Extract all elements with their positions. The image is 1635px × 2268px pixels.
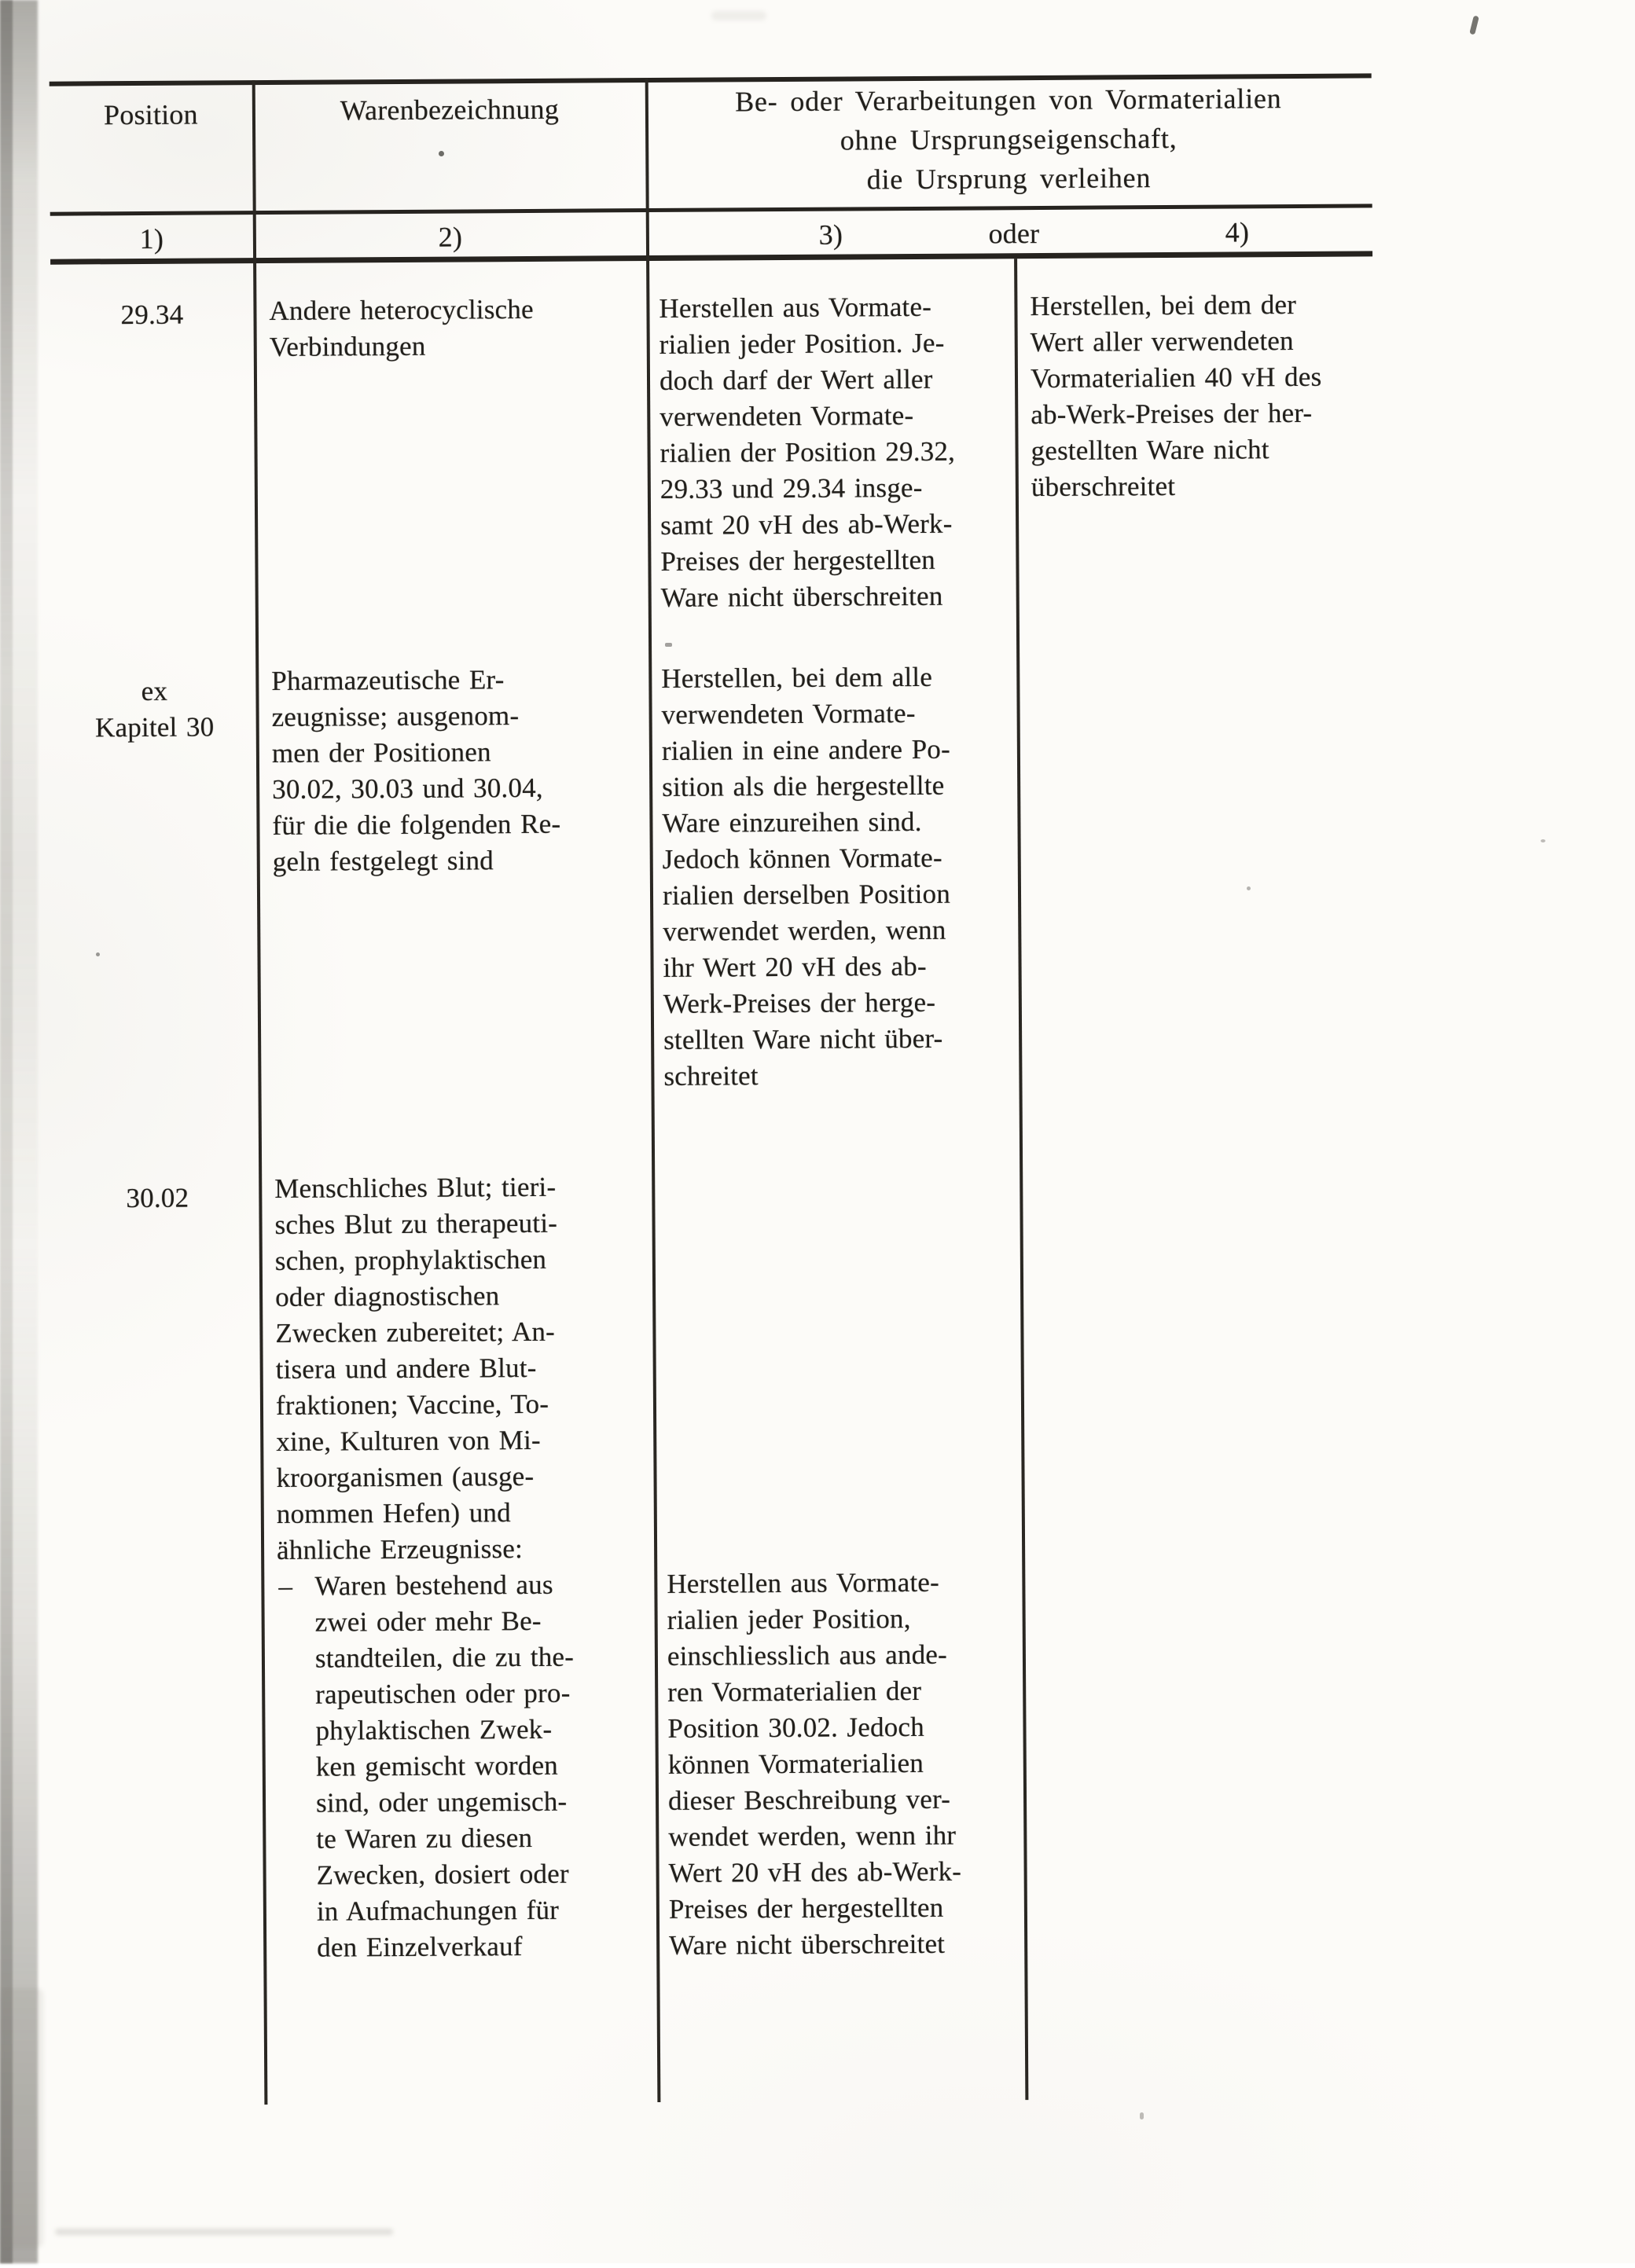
row-description: Pharmazeutische Er- zeugnisse; ausgenom- men der Positionen 30.02, 30.03 und 30.04, für die die folgenden Re- geln festgelegt sind xyxy=(271,664,561,877)
row-rule-col3: Herstellen aus Vormate- rialien jeder Position, einschliesslich aus ande- ren Vormaterialien der Position 30.02. Jedoch können Vormaterialien dieser Beschreibung ver- wendet werden, wenn ihr Wert 20 vH des ab-Werk- Preises der hergestellten Ware nicht überschreitet xyxy=(667,1566,962,1961)
table-header-rule xyxy=(50,204,1372,215)
column-header-processing: Be- oder Verarbeitungen von Vormaterialien ohne Ursprungseigenschaft, die Ursprung verleihen xyxy=(735,83,1282,196)
row-rule-col4: Herstellen, bei dem der Wert aller verwendeten Vormaterialien 40 vH des ab-Werk-Preises der her- gestellten Ware nicht überschreitet xyxy=(1030,289,1322,503)
column-number-4: 4) xyxy=(1225,216,1250,248)
row-rule-col3: Herstellen, bei dem alle verwendeten Vormate- rialien in eine andere Po- sition als die hergestellte Ware einzureihen sind. Jedoch können Vormate- rialien derselben Position verwendet werden, wenn ihr Wert 20 vH des ab- Werk-Preises der herge- stellten Ware nicht über- schreitet xyxy=(661,661,951,1092)
column-number-1: 1) xyxy=(139,222,164,255)
column-number-2: 2) xyxy=(438,221,463,253)
list-dash-marker: – xyxy=(278,1570,293,1602)
column-divider-1-2 xyxy=(252,80,268,2105)
column-number-3: 3) xyxy=(818,218,843,251)
row-position-number: 30.02 xyxy=(126,1182,189,1214)
column-number-oder: oder xyxy=(988,218,1040,250)
row-position-number: ex Kapitel 30 xyxy=(94,675,215,743)
row-position-number: 29.34 xyxy=(120,299,184,331)
row-description-subitem: Waren bestehend aus zwei oder mehr Be- standteilen, die zu the- rapeutischen oder pro- phylaktischen Zwek- ken gemischt worden sind, oder ungemisch- te Waren zu diesen Zwecken, dosiert oder in Aufmachungen für den Einzelverkauf xyxy=(314,1569,575,1963)
row-description: Menschliches Blut; tieri- sches Blut zu therapeuti- schen, prophylaktischen oder diagnostischen Zwecken zubereitet; An- tisera und andere Blut- fraktionen; Vaccine, To- xine, Kulturen von Mi- kroorganismen (ausge- nommen Hefen) und ähnliche Erzeugnisse: xyxy=(274,1171,558,1565)
column-header-position: Position xyxy=(103,98,198,131)
column-header-warenbezeichnung: Warenbezeichnung xyxy=(340,93,560,127)
column-divider-2-3 xyxy=(645,78,661,2102)
row-description: Andere heterocyclische Verbindungen xyxy=(269,293,534,362)
row-rule-col3: Herstellen aus Vormate- rialien jeder Position. Je- doch darf der Wert aller verwendeten Vormate- rialien der Position 29.32, 29.33 und 29.34 insge- samt 20 vH des ab-Werk- Preises der hergestellten Ware nicht überschreiten xyxy=(659,291,956,613)
